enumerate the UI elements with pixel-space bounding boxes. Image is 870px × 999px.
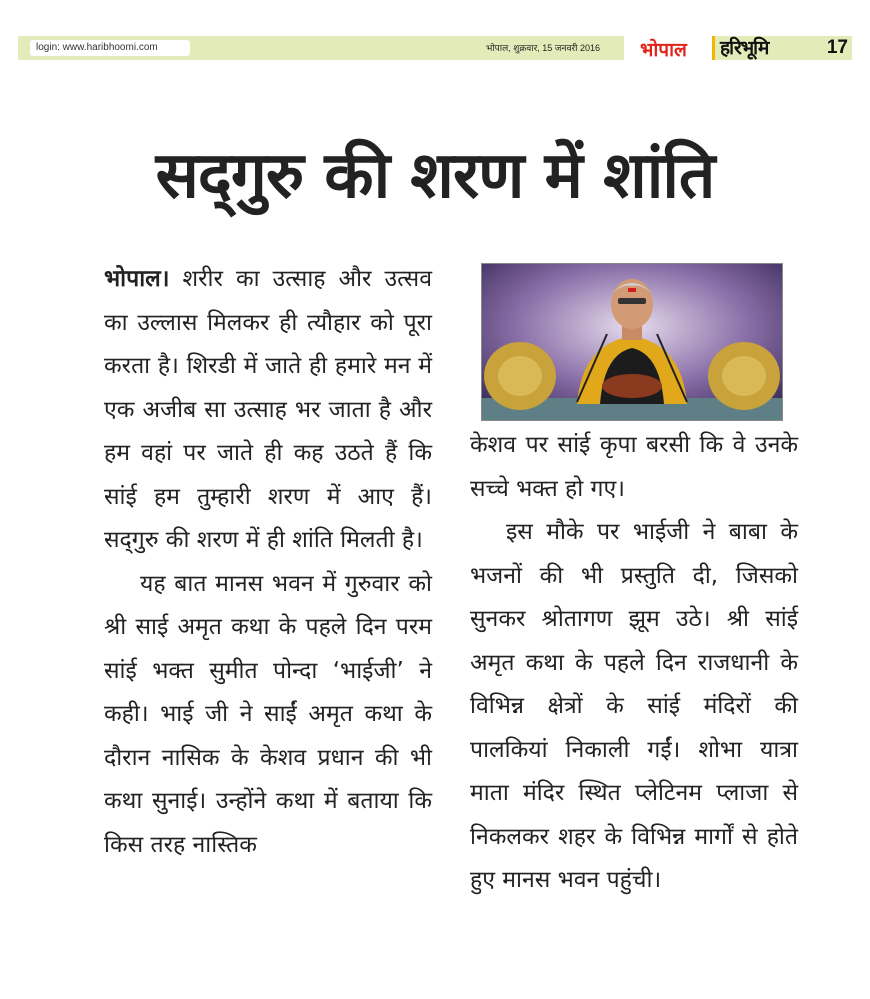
speaker-photo-illustration — [482, 264, 782, 420]
masthead — [712, 36, 852, 60]
article-column-left — [104, 258, 432, 867]
newspaper-logo: हरिभूमि — [720, 37, 769, 59]
top-info-bar — [18, 36, 624, 60]
article-photo — [481, 263, 783, 421]
article-paragraph: यह बात मानस भवन में गुरुवार को श्री साई अमृत कथा के पहले दिन परम सांई भक्त सुमीत पोन्दा ‘भाईजी’ ने कही। भाई जी ने साईं अमृत कथा के दौरान नासिक के केशव प्रधान की भी कथा सुनाई। उन्होंने कथा में बताया कि किस तरह नास्तिक — [104, 570, 432, 858]
masthead-divider — [712, 36, 715, 60]
article-paragraph: केशव पर सांई कृपा बरसी कि वे उनके सच्चे भक्त हो गए। — [470, 432, 798, 502]
article-dateline: भोपाल। — [104, 266, 170, 292]
login-url[interactable]: login: www.haribhoomi.com — [30, 40, 190, 56]
article-column-right — [470, 424, 798, 903]
article-paragraph — [104, 258, 432, 563]
article-headline: सद्‌गुरु की शरण में शांति — [155, 139, 715, 213]
date-line: भोपाल, शुक्रवार, 15 जनवरी 2016 — [486, 43, 600, 53]
page-number: 17 — [826, 37, 848, 58]
city-section-label: भोपाल — [640, 39, 687, 61]
paragraph-text: शरीर का उत्साह और उत्सव का उल्लास मिलकर ही त्यौहार को पूरा करता है। शिरडी में जाते ही हमारे मन में एक अजीब सा उत्साह भर जाता है और हम वहां पर जाते ही कह उठते हैं कि सांई हम तुम्हारी शरण में आए हैं। सद्‌गुरु की शरण में ही शांति मिलती है। — [104, 266, 432, 553]
article-paragraph: इस मौके पर भाईजी ने बाबा के भजनों की भी प्रस्तुति दी, जिसको सुनकर श्रोतागण झूम उठे। श्री सांई अमृत कथा के पहले दिन राजधानी के विभिन्न क्षेत्रों के सांई मंदिरों की पालकियां निकाली गईं। शोभा यात्रा माता मंदिर स्थित प्लेटिनम प्लाजा से निकलकर शहर के विभिन्न मार्गों से होते हुए मानस भवन पहुंची। — [470, 519, 798, 893]
